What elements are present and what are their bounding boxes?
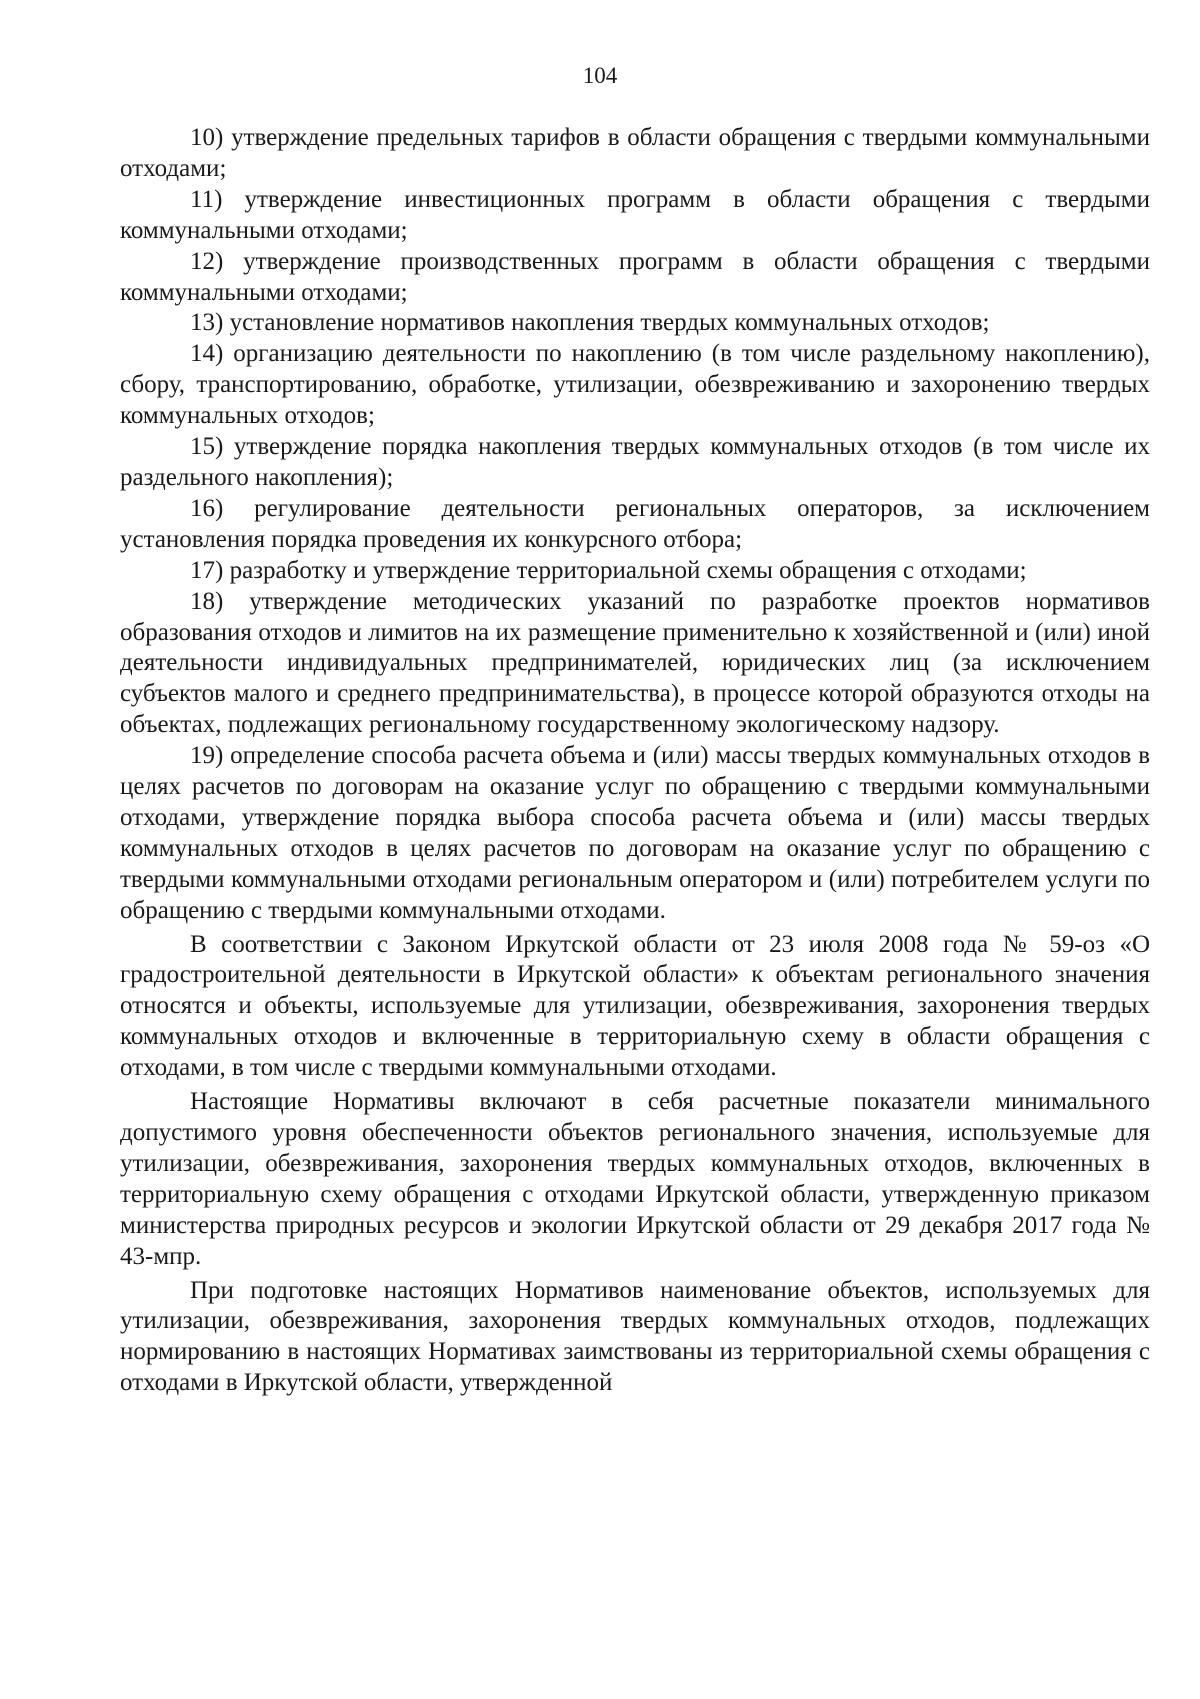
paragraph-item-19: 19) определение способа расчета объема и (или) массы твердых коммунальных отходов в целях расчетов по договорам на оказание услуг по обращению с твердыми коммунальными отходами, утверждение порядка выбора способа расчета объема и (или) массы твердых коммунальных отходов в целях расчетов по договорам на оказание услуг по обращению с твердыми коммунальными отходами региональным оператором и (или) потребителем услуги по обращению с твердыми коммунальными отходами. xyxy=(120,742,1150,924)
paragraph-normatives-preparation: При подготовке настоящих Нормативов наименование объектов, используемых для утилизации, обезвреживания, захоронения твердых коммунальных отходов, подлежащих нормированию в настоящих Нормативах заимствованы из территориальной схемы обращения с отходами в Иркутской области, утвержденной xyxy=(120,1276,1150,1397)
paragraph-item-15: 15) утверждение порядка накопления твердых коммунальных отходов (в том числе их раздельного накопления); xyxy=(120,433,1150,491)
paragraph-item-11: 11) утверждение инвестиционных программ в области обращения с твердыми коммунальными отходами; xyxy=(120,185,1150,244)
paragraph-item-17: 17) разработку и утверждение территориальной схемы обращения с отходами; xyxy=(190,556,1027,584)
paragraph-item-10: 10) утверждение предельных тарифов в области обращения с твердыми коммунальными отходами; xyxy=(120,124,1150,182)
paragraph-item-12: 12) утверждение производственных программ в области обращения с твердыми коммунальными отходами; xyxy=(120,247,1150,306)
paragraph-item-14: 14) организацию деятельности по накоплению (в том числе раздельному накоплению), сбору, транспортированию, обработке, утилизации, обезвреживанию и захоронению твердых коммунальных отходов; xyxy=(120,340,1150,430)
page-number: 104 xyxy=(582,63,618,88)
paragraph-item-18: 18) утверждение методических указаний по разработке проектов нормативов образования отходов и лимитов на их размещение применительно к хозяйственной и (или) иной деятельности индивидуальных предпринимателей, юридических лиц (за исключением субъектов малого и среднего предпринимательства), в процессе которой образуются отходы на объектах, подлежащих региональному государственному экологическому надзору. xyxy=(120,587,1150,739)
paragraph-normatives-scope: Настоящие Нормативы включают в себя расчетные показатели минимального допустимого уровня обеспеченности объектов регионального значения, используемые для утилизации, обезвреживания, захоронения твердых коммунальных отходов, включенных в территориальную схему обращения с отходами Иркутской области, утвержденную приказом министерства природных ресурсов и экологии Иркутской области от 29 декабря 2017 года № 43-мпр. xyxy=(120,1088,1150,1270)
paragraph-item-16: 16) регулирование деятельности региональных операторов, за исключением установления порядка проведения их конкурсного отбора; xyxy=(120,494,1150,553)
paragraph-law-reference: В соответствии с Законом Иркутской области от 23 июля 2008 года № 59-оз «О градостроительной деятельности в Иркутской области» к объектам регионального значения относятся и объекты, используемые для утилизации, обезвреживания, захоронения твердых коммунальных отходов и включенные в территориальную схему в области обращения с отходами, в том числе с твердыми коммунальными отходами. xyxy=(120,930,1150,1082)
paragraph-item-13: 13) установление нормативов накопления твердых коммунальных отходов; xyxy=(190,309,990,337)
document-body xyxy=(120,123,1150,1399)
